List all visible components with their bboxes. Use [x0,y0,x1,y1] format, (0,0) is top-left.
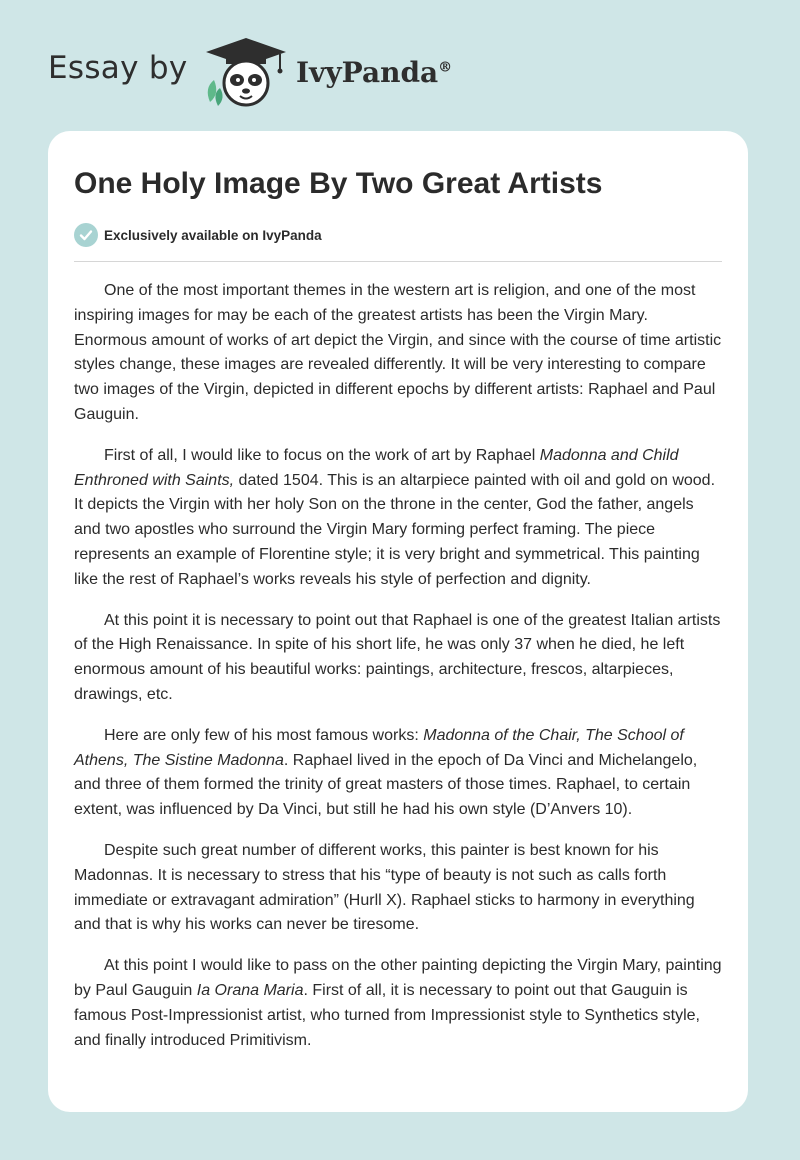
paragraph-text: At this point it is necessary to point out that Raphael is one of the greatest Italian artists of the High Renaissance. In spite of his short life, he was only 37 when he died, he left enormous amount of his beautiful works: paintings, architecture, frescos, altarpieces, drawings, etc. [74,611,721,703]
badge-text: Exclusively available on IvyPanda [104,227,322,243]
paragraph-text: Here are only few of his most famous works: [104,726,424,744]
brand-prefix: Essay by [48,50,188,86]
panda-graduate-icon[interactable] [200,36,292,108]
artwork-title: Ia Orana Maria [196,981,304,999]
paragraph-text: One of the most important themes in the western art is religion, and one of the most inspiring images for may be each of the greatest artists has been the Virgin Mary. Enormous amount of works of art depict the Virgin, and since with the course of time artistic styles change, these images are revealed differently. It will be very interesting to compare two images of the Virgin, depicted in different epochs by different artists: Raphael and Paul Gauguin. [74,282,722,423]
page-title: One Holy Image By Two Great Artists [74,167,603,200]
paragraph-text: . First of all, it is necessary to point out that Gauguin is famous Post-Impressionist artist, who turned from Impressionist style to Synthetics style, and finally introduced Primitivism. [74,981,700,1049]
paragraph-text: At this point I would like to pass on the other painting depicting the Virgin Mary, painting by Paul Gauguin [74,957,722,999]
paragraph [74,954,724,1053]
registered-mark: ® [438,59,453,76]
paragraph [74,279,724,428]
artwork-title: Madonna and Child Enthroned with Saints, [74,446,679,489]
paragraph [74,724,724,823]
site-header [0,0,800,130]
essay-body [74,279,724,1069]
paragraph-text: Despite such great number of different works, this painter is best known for his Madonnas. It is necessary to stress that his “type of beauty is not such as calls forth immediate or extravagant admiration” (Hurll X). Raphael sticks to harmony in everything and that is why his works can never be tiresome. [74,841,695,934]
exclusive-badge [74,223,322,247]
divider [74,261,722,262]
essay-card [48,131,748,1112]
paragraph-text: . Raphael lived in the epoch of Da Vinci and Michelangelo, and three of them formed the trinity of great masters of those times. Raphael, to certain extent, was influenced by Da Vinci, but still he had his own style (D’Anvers 10). [74,751,698,819]
paragraph [74,839,724,938]
paragraph-text: First of all, I would like to focus on the work of art by Raphael [104,446,540,464]
artwork-title: Madonna of the Chair, The School of Athens, The Sistine Madonna [74,726,684,769]
paragraph [74,609,724,708]
check-icon [74,223,98,247]
paragraph-text: dated 1504. This is an altarpiece painted with oil and gold on wood. It depicts the Virgin with her holy Son on the throne in the center, God the father, angels and two apostles who surround the Virgin Mary forming perfect framing. The piece represents an example of Florentine style; it is very bright and symmetrical. This painting like the rest of Raphael’s works reveals his style of perfection and dignity. [74,471,716,588]
paragraph [74,444,724,593]
brand-name[interactable]: IvyPanda® [296,56,453,89]
